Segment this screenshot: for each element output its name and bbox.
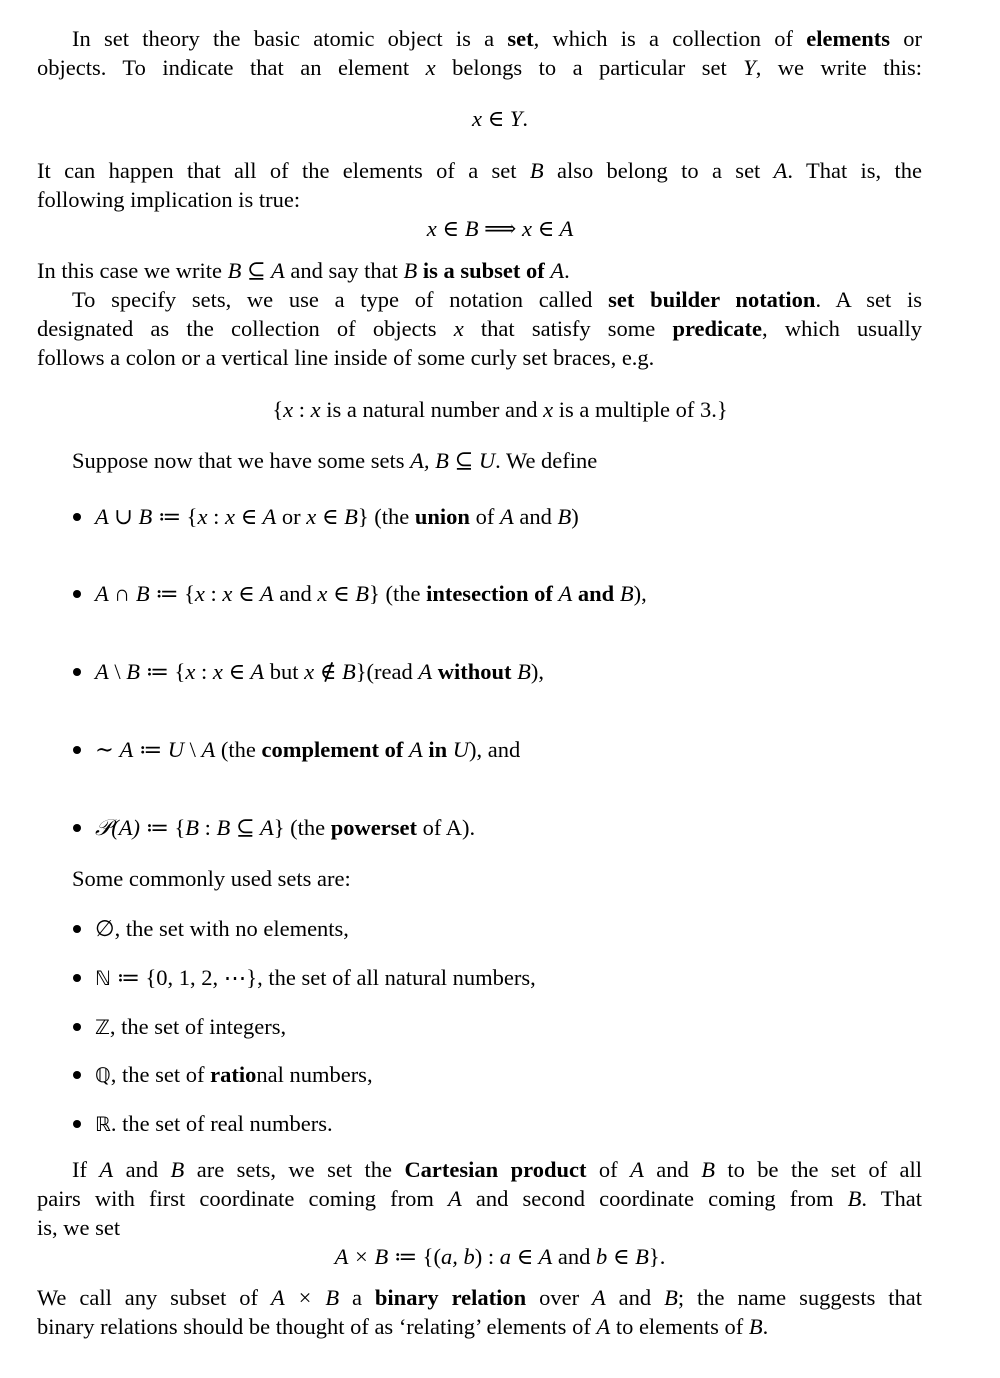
list-item-reals: ℝ. the set of real numbers. — [73, 1111, 333, 1137]
bullet-icon — [73, 1023, 81, 1031]
bullet-icon — [73, 824, 81, 832]
bullet-icon — [73, 925, 81, 933]
paragraph-6: Some commonly used sets are: — [72, 866, 351, 891]
equation-cartesian-product: A × B ≔ {(a, b) : a ∈ A and b ∈ B}. — [334, 1244, 666, 1269]
paragraph-2-line-2: following implication is true: — [37, 187, 301, 212]
bullet-icon — [73, 590, 81, 598]
paragraph-7-line-3: is, we set — [37, 1215, 121, 1240]
list-item-empty-set: ∅, the set with no elements, — [73, 916, 349, 942]
paragraph-8-line-1: We call any subset of A × B a binary relation over A and B; the name suggests that — [37, 1285, 922, 1310]
paragraph-7-line-1: If A and B are sets, we set the Cartesian product of A and B to be the set of all — [72, 1157, 922, 1182]
list-item-intersection: A ∩ B ≔ {x : x ∈ A and x ∈ B} (the intesection of A and B), — [73, 581, 647, 607]
equation-set-builder: {x : x is a natural number and x is a multiple of 3.} — [272, 397, 728, 422]
paragraph-8-line-2: binary relations should be thought of as ‘relating’ elements of A to elements of B. — [37, 1314, 769, 1339]
list-item-rationals: ℚ, the set of rational numbers, — [73, 1062, 373, 1088]
paragraph-4-line-1: To specify sets, we use a type of notation called set builder notation. A set is — [72, 287, 923, 312]
bullet-icon — [73, 746, 81, 754]
bullet-icon — [73, 1071, 81, 1079]
bullet-icon — [73, 513, 81, 521]
list-item-powerset: 𝒫(A) ≔ {B : B ⊆ A} (the powerset of A). — [73, 815, 475, 841]
bullet-icon — [73, 668, 81, 676]
bullet-icon — [73, 1120, 81, 1128]
paragraph-4-line-2: designated as the collection of objects x that satisfy some predicate, which usually — [37, 316, 923, 341]
list-item-naturals: ℕ ≔ {0, 1, 2, ⋯}, the set of all natural numbers, — [73, 965, 536, 991]
bullet-icon — [73, 974, 81, 982]
equation-implication: x ∈ B ⟹ x ∈ A — [426, 216, 574, 241]
list-item-union: A ∪ B ≔ {x : x ∈ A or x ∈ B} (the union of A and B) — [73, 504, 579, 530]
paragraph-4-line-3: follows a colon or a vertical line inside of some curly set braces, e.g. — [37, 345, 655, 370]
paragraph-2-line-1: It can happen that all of the elements of a set B also belong to a set A. That is, the — [37, 158, 923, 183]
paragraph-1-line-1: In set theory the basic atomic object is a set, which is a collection of elements or — [72, 26, 922, 51]
paragraph-5: Suppose now that we have some sets A, B ⊆ U. We define — [72, 448, 598, 473]
paragraph-3: In this case we write B ⊆ A and say that B is a subset of A. — [37, 258, 570, 283]
equation-membership: x ∈ Y. — [471, 106, 529, 131]
list-item-integers: ℤ, the set of integers, — [73, 1014, 286, 1040]
list-item-difference: A \ B ≔ {x : x ∈ A but x ∉ B}(read A without B), — [73, 659, 544, 685]
list-item-complement: ∼ A ≔ U \ A (the complement of A in U), and — [73, 737, 520, 763]
paragraph-7-line-2: pairs with first coordinate coming from A and second coordinate coming from B. That — [37, 1186, 923, 1211]
paragraph-1-line-2: objects. To indicate that an element x belongs to a particular set Y, we write this: — [37, 55, 922, 80]
